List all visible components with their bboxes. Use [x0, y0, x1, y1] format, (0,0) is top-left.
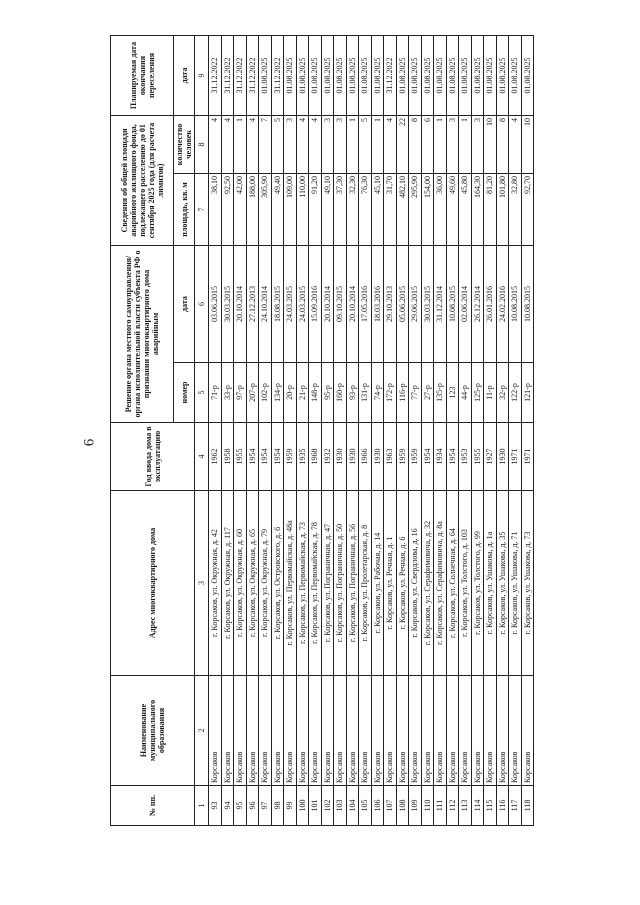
people-cell: 4 [309, 115, 322, 173]
decision-date-cell: 24.03.2015 [296, 245, 309, 362]
row-number: 112 [446, 786, 459, 826]
people-cell: 1 [371, 115, 384, 173]
decision-number-cell: 122-р [509, 363, 522, 423]
column-number: 6 [195, 245, 209, 362]
decision-number-cell: 172-р [384, 363, 397, 423]
year-cell: 1954 [446, 423, 459, 491]
year-cell: 1954 [271, 423, 284, 491]
table-row [521, 35, 534, 825]
column-number: 3 [195, 491, 209, 676]
row-number: 117 [509, 786, 522, 826]
municipality-cell: Корсаков [471, 676, 484, 786]
year-cell: 1971 [509, 423, 522, 491]
decision-date-cell: 18.03.2016 [371, 245, 384, 362]
municipality-cell: Корсаков [221, 676, 234, 786]
header-decision-date: дата [174, 245, 195, 362]
area-cell: 154,00 [421, 173, 434, 245]
table-row [396, 35, 409, 825]
table-row [346, 35, 359, 825]
planned-date-cell: 01.08.2025 [446, 35, 459, 115]
area-cell: 101,80 [496, 173, 509, 245]
address-cell: г. Корсаков, ул. Островского, д. 6 [271, 491, 284, 676]
decision-date-cell: 18.08.2015 [271, 245, 284, 362]
table-row [209, 35, 222, 825]
decision-date-cell: 30.03.2015 [421, 245, 434, 362]
row-number: 97 [259, 786, 272, 826]
header-planned: Планируемая дата окончания переселения [111, 35, 174, 115]
address-cell: г. Корсаков, ул. Ушакова, д. 71 [509, 491, 522, 676]
area-cell: 32,30 [346, 173, 359, 245]
decision-number-cell: 93-р [346, 363, 359, 423]
page-number: 6 [81, 438, 98, 447]
address-cell: г. Корсаков, ул. Первомайская, д. 48а [284, 491, 297, 676]
row-number: 103 [334, 786, 347, 826]
decision-number-cell: 20-р [284, 363, 297, 423]
address-cell: г. Корсаков, ул. Солнечная, д. 64 [446, 491, 459, 676]
decision-date-cell: 24.02.2016 [496, 245, 509, 362]
municipality-cell: Корсаков [321, 676, 334, 786]
decision-number-cell: 27-р [421, 363, 434, 423]
decision-date-cell: 27.12.2013 [246, 245, 259, 362]
decision-number-cell: 123 [446, 363, 459, 423]
decision-number-cell: 71-р [209, 363, 222, 423]
table-row [321, 35, 334, 825]
municipality-cell: Корсаков [446, 676, 459, 786]
people-cell: 8 [496, 115, 509, 173]
year-cell: 1962 [209, 423, 222, 491]
year-cell: 1930 [371, 423, 384, 491]
planned-date-cell: 01.08.2025 [496, 35, 509, 115]
planned-date-cell: 31.12.2022 [246, 35, 259, 115]
header-year: Год ввода дома в эксплуатацию [111, 423, 195, 491]
table-row [421, 35, 434, 825]
row-number: 107 [384, 786, 397, 826]
area-cell: 36,00 [434, 173, 447, 245]
people-cell: 10 [521, 115, 534, 173]
area-cell: 110,00 [296, 173, 309, 245]
municipality-cell: Корсаков [396, 676, 409, 786]
area-cell: 81,20 [484, 173, 497, 245]
area-cell: 49,40 [271, 173, 284, 245]
table-row [371, 35, 384, 825]
planned-date-cell: 01.08.2025 [284, 35, 297, 115]
row-number: 108 [396, 786, 409, 826]
people-cell: 3 [284, 115, 297, 173]
decision-number-cell: 11-р [484, 363, 497, 423]
table-body [209, 35, 534, 825]
address-cell: г. Корсаков, ул. Первомайская, д. 73 [296, 491, 309, 676]
header-decision: Решение органа местного самоуправления/органа исполнительной власти субъекта РФ о признании многоквартирного дома аварийным [111, 245, 174, 422]
people-cell: 10 [484, 115, 497, 173]
column-number: 7 [195, 173, 209, 245]
table-row [334, 35, 347, 825]
people-cell: 8 [409, 115, 422, 173]
decision-date-cell: 30.03.2015 [221, 245, 234, 362]
year-cell: 1954 [259, 423, 272, 491]
area-cell: 49,10 [321, 173, 334, 245]
decision-number-cell: 32-р [496, 363, 509, 423]
year-cell: 1954 [421, 423, 434, 491]
address-cell: г. Корсаков, ул. Ушакова, д. 35 [496, 491, 509, 676]
decision-number-cell: 21-р [296, 363, 309, 423]
people-cell: 4 [221, 115, 234, 173]
address-cell: г. Корсаков, ул. Речная, д. 6 [396, 491, 409, 676]
year-cell: 1968 [309, 423, 322, 491]
address-cell: г. Корсаков, ул. Пограничная, д. 47 [321, 491, 334, 676]
table-row [471, 35, 484, 825]
area-cell: 305,90 [259, 173, 272, 245]
decision-date-cell: 15.09.2016 [309, 245, 322, 362]
year-cell: 1955 [234, 423, 247, 491]
area-cell: 32,80 [509, 173, 522, 245]
decision-date-cell: 05.06.2015 [396, 245, 409, 362]
row-number: 115 [484, 786, 497, 826]
row-number: 101 [309, 786, 322, 826]
header-area-info: Сведения об общей площади аварийного жилищного фонда, подлежащего расселению до 01 сентября 2025 года (для расчета лимитов) [111, 115, 174, 245]
area-cell: 49,60 [446, 173, 459, 245]
row-number: 105 [359, 786, 372, 826]
municipality-cell: Корсаков [434, 676, 447, 786]
people-cell: 7 [259, 115, 272, 173]
row-number: 94 [221, 786, 234, 826]
row-number: 114 [471, 786, 484, 826]
table-row [259, 35, 272, 825]
municipality-cell: Корсаков [496, 676, 509, 786]
decision-number-cell: 131-р [359, 363, 372, 423]
decision-date-cell: 20.10.2014 [321, 245, 334, 362]
area-cell: 42,00 [234, 173, 247, 245]
decision-number-cell: 95-р [321, 363, 334, 423]
year-cell: 1930 [496, 423, 509, 491]
header-people: количество человек [174, 115, 195, 173]
area-cell: 45,80 [459, 173, 472, 245]
municipality-cell: Корсаков [296, 676, 309, 786]
municipality-cell: Корсаков [421, 676, 434, 786]
header-area: площадь, кв. м [174, 173, 195, 245]
municipality-cell: Корсаков [209, 676, 222, 786]
area-cell: 92,50 [221, 173, 234, 245]
people-cell: 5 [271, 115, 284, 173]
row-number: 109 [409, 786, 422, 826]
municipality-cell: Корсаков [246, 676, 259, 786]
header-decision-number: номер [174, 363, 195, 423]
area-cell: 295,90 [409, 173, 422, 245]
address-cell: г. Корсаков, ул. Ушакова, д. 1а [484, 491, 497, 676]
municipality-cell: Корсаков [259, 676, 272, 786]
planned-date-cell: 01.08.2025 [321, 35, 334, 115]
address-cell: г. Корсаков, ул. Окружная, д. 117 [221, 491, 234, 676]
row-number: 100 [296, 786, 309, 826]
year-cell: 1959 [396, 423, 409, 491]
column-number: 4 [195, 423, 209, 491]
row-number: 106 [371, 786, 384, 826]
year-cell: 1930 [346, 423, 359, 491]
address-cell: г. Корсаков, ул. Свердлова, д. 16 [409, 491, 422, 676]
planned-date-cell: 01.08.2025 [521, 35, 534, 115]
people-cell: 1 [346, 115, 359, 173]
row-number: 110 [421, 786, 434, 826]
decision-date-cell: 17.05.2016 [359, 245, 372, 362]
year-cell: 1927 [484, 423, 497, 491]
address-cell: г. Корсаков, ул. Серафимовича, д. 8а [434, 491, 447, 676]
people-cell: 1 [459, 115, 472, 173]
decision-number-cell: 135-р [434, 363, 447, 423]
municipality-cell: Корсаков [384, 676, 397, 786]
table-row [446, 35, 459, 825]
decision-date-cell: 10.08.2015 [521, 245, 534, 362]
municipality-cell: Корсаков [309, 676, 322, 786]
address-cell: г. Корсаков, ул. Толстого, д. 103 [459, 491, 472, 676]
municipality-cell: Корсаков [521, 676, 534, 786]
planned-date-cell: 01.08.2025 [371, 35, 384, 115]
municipality-cell: Корсаков [371, 676, 384, 786]
area-cell: 92,70 [521, 173, 534, 245]
people-cell: 3 [334, 115, 347, 173]
address-cell: г. Корсаков, ул. Первомайская, д. 78 [309, 491, 322, 676]
municipality-cell: Корсаков [334, 676, 347, 786]
decision-number-cell: 74-р [371, 363, 384, 423]
area-cell: 76,30 [359, 173, 372, 245]
row-number: 113 [459, 786, 472, 826]
area-cell: 109,00 [284, 173, 297, 245]
row-number: 104 [346, 786, 359, 826]
table-row [359, 35, 372, 825]
municipality-cell: Корсаков [359, 676, 372, 786]
year-cell: 1930 [334, 423, 347, 491]
area-cell: 37,30 [334, 173, 347, 245]
municipality-cell: Корсаков [484, 676, 497, 786]
planned-date-cell: 31.12.2022 [209, 35, 222, 115]
table-row [246, 35, 259, 825]
emergency-housing-table [110, 35, 534, 826]
column-number: 8 [195, 115, 209, 173]
planned-date-cell: 01.08.2025 [346, 35, 359, 115]
row-number: 98 [271, 786, 284, 826]
decision-date-cell: 31.12.2014 [434, 245, 447, 362]
planned-date-cell: 01.08.2025 [334, 35, 347, 115]
table-row [484, 35, 497, 825]
address-cell: г. Корсаков, ул. Толстого, д. 99 [471, 491, 484, 676]
year-cell: 1958 [221, 423, 234, 491]
row-number: 111 [434, 786, 447, 826]
people-cell: 3 [321, 115, 334, 173]
people-cell: 1 [434, 115, 447, 173]
municipality-cell: Корсаков [346, 676, 359, 786]
people-cell: 4 [296, 115, 309, 173]
area-cell: 164,30 [471, 173, 484, 245]
decision-number-cell: 134-р [271, 363, 284, 423]
planned-date-cell: 01.08.2025 [359, 35, 372, 115]
decision-number-cell: 77-р [409, 363, 422, 423]
decision-date-cell: 29.06.2015 [409, 245, 422, 362]
decision-date-cell: 20.10.2014 [346, 245, 359, 362]
planned-date-cell: 01.08.2025 [421, 35, 434, 115]
table-row [234, 35, 247, 825]
people-cell: 4 [246, 115, 259, 173]
planned-date-cell: 01.08.2025 [296, 35, 309, 115]
table-row [509, 35, 522, 825]
decision-number-cell: 102-р [259, 363, 272, 423]
table-row [296, 35, 309, 825]
municipality-cell: Корсаков [409, 676, 422, 786]
decision-number-cell: 33-р [221, 363, 234, 423]
row-number: 99 [284, 786, 297, 826]
address-cell: г. Корсаков, ул. Серафимовича, д. 32 [421, 491, 434, 676]
people-cell: 3 [446, 115, 459, 173]
address-cell: г. Корсаков, ул. Окружная, д. 60 [234, 491, 247, 676]
row-number: 96 [246, 786, 259, 826]
planned-date-cell: 01.08.2025 [434, 35, 447, 115]
people-cell: 4 [209, 115, 222, 173]
address-cell: г. Корсаков, ул. Речная, д. 1 [384, 491, 397, 676]
people-cell: 6 [421, 115, 434, 173]
table-row [459, 35, 472, 825]
table-row [434, 35, 447, 825]
address-cell: г. Корсаков, ул. Рабочая, д. 14 [371, 491, 384, 676]
people-cell: 4 [384, 115, 397, 173]
decision-number-cell: 121-р [521, 363, 534, 423]
municipality-cell: Корсаков [284, 676, 297, 786]
year-cell: 1953 [459, 423, 472, 491]
year-cell: 1959 [284, 423, 297, 491]
column-number: 5 [195, 363, 209, 423]
decision-date-cell: 10.08.2015 [509, 245, 522, 362]
address-cell: г. Корсаков, ул. Окружная, д. 42 [209, 491, 222, 676]
address-cell: г. Корсаков, ул. Пограничная, д. 50 [334, 491, 347, 676]
year-cell: 1963 [384, 423, 397, 491]
column-number: 9 [195, 35, 209, 115]
planned-date-cell: 31.12.2022 [384, 35, 397, 115]
decision-number-cell: 97-р [234, 363, 247, 423]
planned-date-cell: 01.08.2025 [396, 35, 409, 115]
address-cell: г. Корсаков, ул. Пролетарская, д. 8 [359, 491, 372, 676]
planned-date-cell: 01.08.2025 [471, 35, 484, 115]
table-row [409, 35, 422, 825]
table-row [221, 35, 234, 825]
decision-date-cell: 24.10.2014 [259, 245, 272, 362]
year-cell: 1955 [471, 423, 484, 491]
planned-date-cell: 01.08.2025 [459, 35, 472, 115]
row-number: 102 [321, 786, 334, 826]
header-planned-date: дата [174, 35, 195, 115]
table-row [284, 35, 297, 825]
header-no: № пп. [111, 786, 195, 826]
municipality-cell: Корсаков [459, 676, 472, 786]
decision-number-cell: 207-р [246, 363, 259, 423]
decision-date-cell: 10.08.2015 [446, 245, 459, 362]
year-cell: 1934 [434, 423, 447, 491]
area-cell: 38,10 [209, 173, 222, 245]
area-cell: 188,00 [246, 173, 259, 245]
people-cell: 5 [359, 115, 372, 173]
table-row [384, 35, 397, 825]
address-cell: г. Корсаков, ул. Окружная, д. 79 [259, 491, 272, 676]
planned-date-cell: 01.08.2025 [259, 35, 272, 115]
municipality-cell: Корсаков [234, 676, 247, 786]
row-number: 116 [496, 786, 509, 826]
decision-date-cell: 26.01.2016 [484, 245, 497, 362]
planned-date-cell: 31.12.2022 [221, 35, 234, 115]
planned-date-cell: 01.08.2025 [309, 35, 322, 115]
address-cell: г. Корсаков, ул. Ушакова, д. 73 [521, 491, 534, 676]
row-number: 118 [521, 786, 534, 826]
people-cell: 22 [396, 115, 409, 173]
column-numbers-row [195, 35, 209, 825]
table-row [309, 35, 322, 825]
planned-date-cell: 31.12.2022 [271, 35, 284, 115]
table-row [271, 35, 284, 825]
decision-number-cell: 148-р [309, 363, 322, 423]
municipality-cell: Корсаков [509, 676, 522, 786]
decision-number-cell: 125-р [471, 363, 484, 423]
decision-number-cell: 44-р [459, 363, 472, 423]
municipality-cell: Корсаков [271, 676, 284, 786]
planned-date-cell: 01.08.2025 [484, 35, 497, 115]
decision-date-cell: 09.10.2015 [334, 245, 347, 362]
decision-date-cell: 29.10.2013 [384, 245, 397, 362]
year-cell: 1971 [521, 423, 534, 491]
planned-date-cell: 01.08.2025 [509, 35, 522, 115]
year-cell: 1932 [321, 423, 334, 491]
decision-date-cell: 26.12.2014 [471, 245, 484, 362]
address-cell: г. Корсаков, ул. Окружная, д. 65 [246, 491, 259, 676]
address-cell: г. Корсаков, ул. Пограничная, д. 56 [346, 491, 359, 676]
decision-number-cell: 160-р [334, 363, 347, 423]
table-row [496, 35, 509, 825]
header-municipality: Наименование муниципального образования [111, 676, 195, 786]
row-number: 95 [234, 786, 247, 826]
year-cell: 1954 [246, 423, 259, 491]
column-number: 1 [195, 786, 209, 826]
area-cell: 91,20 [309, 173, 322, 245]
row-number: 93 [209, 786, 222, 826]
year-cell: 1959 [409, 423, 422, 491]
column-number: 2 [195, 676, 209, 786]
rotated-table-wrapper [110, 36, 530, 826]
area-cell: 45,10 [371, 173, 384, 245]
decision-date-cell: 03.06.2015 [209, 245, 222, 362]
year-cell: 1966 [359, 423, 372, 491]
people-cell: 3 [471, 115, 484, 173]
area-cell: 31,70 [384, 173, 397, 245]
year-cell: 1935 [296, 423, 309, 491]
decision-date-cell: 02.06.2014 [459, 245, 472, 362]
area-cell: 482,10 [396, 173, 409, 245]
header-address: Адрес многоквартирного дома [111, 491, 195, 676]
people-cell: 4 [509, 115, 522, 173]
planned-date-cell: 01.08.2025 [409, 35, 422, 115]
decision-number-cell: 116-р [396, 363, 409, 423]
people-cell: 1 [234, 115, 247, 173]
planned-date-cell: 31.12.2022 [234, 35, 247, 115]
decision-date-cell: 24.03.2015 [284, 245, 297, 362]
decision-date-cell: 20.10.2014 [234, 245, 247, 362]
